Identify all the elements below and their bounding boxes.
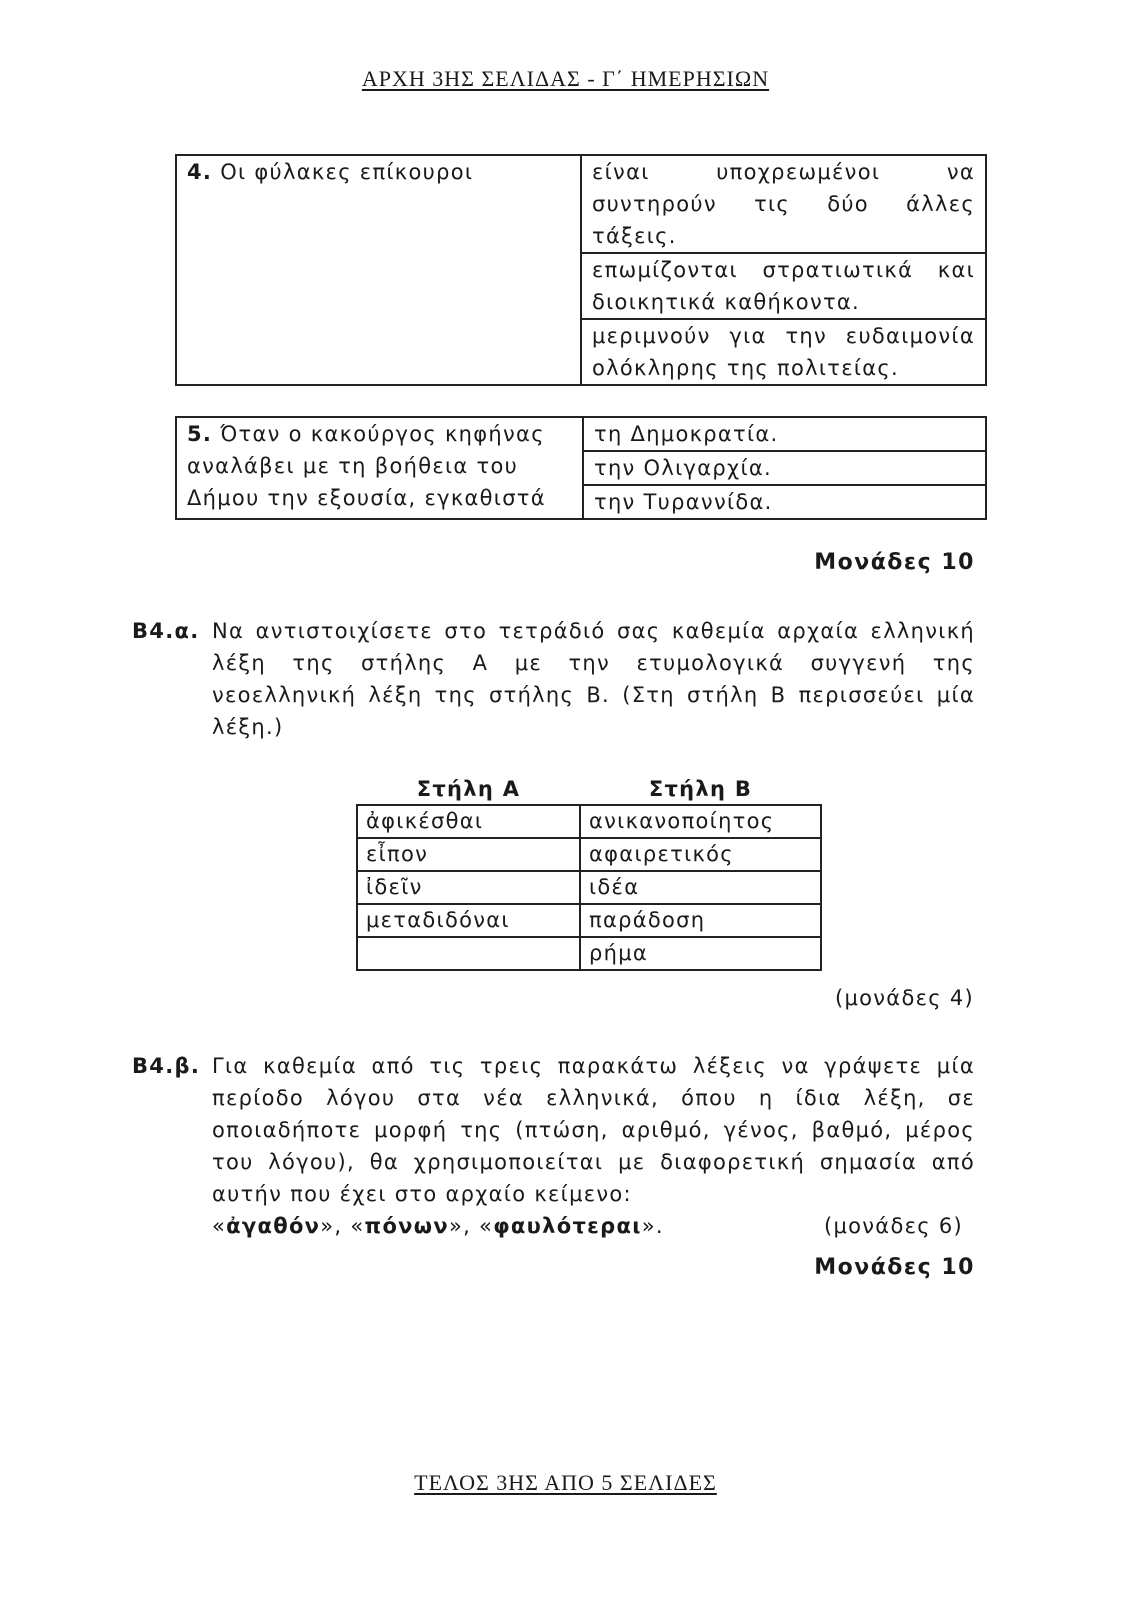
question-5-option-3: την Τυραννίδα. bbox=[583, 485, 986, 519]
column-b-cell: ανικανοποίητος bbox=[580, 805, 821, 838]
column-a-cell bbox=[357, 937, 580, 970]
question-b4a-label: Β4.α. bbox=[132, 619, 200, 643]
page-header-text: ΑΡΧΗ 3ΗΣ ΣΕΛΙΔΑΣ - Γ΄ ΗΜΕΡΗΣΙΩΝ bbox=[361, 66, 770, 91]
question-b4a-text: Να αντιστοιχίσετε στο τετράδιό σας καθεμία αρχαία ελληνική λέξη της στήλης Α με την ετυμολογικά συγγενή της νεοελληνική λέξη της στήλης Β. (Στη στήλη Β περισσεύει μία λέξη.) bbox=[212, 619, 975, 739]
column-b-cell: παράδοση bbox=[580, 904, 821, 937]
table-row bbox=[357, 838, 821, 871]
column-a-header: Στήλη Α bbox=[416, 777, 521, 801]
question-b4b bbox=[132, 1050, 975, 1242]
page-footer bbox=[0, 1470, 1131, 1496]
question-5-stem: Όταν ο κακούργος κηφήνας αναλάβει με τη βοήθεια του Δήμου την εξουσία, εγκαθιστά bbox=[187, 422, 546, 510]
matching-table bbox=[356, 774, 822, 971]
question-b4b-words: «ἀγαθόν», «πόνων», «φαυλότεραι». (μονάδες 6) bbox=[212, 1210, 975, 1242]
column-a-cell: ἀφικέσθαι bbox=[357, 805, 580, 838]
question-5-option-2: την Ολιγαρχία. bbox=[583, 451, 986, 485]
question-4-stem-cell bbox=[176, 155, 581, 385]
column-b-cell: ιδέα bbox=[580, 871, 821, 904]
question-5-option-1: τη Δημοκρατία. bbox=[583, 417, 986, 451]
question-b4b-text: Για καθεμία από τις τρεις παρακάτω λέξεις να γράψετε μία περίοδο λόγου στα νέα ελληνικά, όπου η ίδια λέξη, σε οποιαδήποτε μορφή της (πτώση, αριθμό, γένος, βαθμό, μέρος του λόγου), θα χρησιμοποιείται με διαφορετική σημασία από αυτήν που έχει στο αρχαίο κείμενο: bbox=[212, 1054, 975, 1206]
monades-total-b3: Μονάδες 10 bbox=[814, 550, 975, 575]
column-b-cell: ρήμα bbox=[580, 937, 821, 970]
table-row bbox=[357, 937, 821, 970]
monades-total-b4: Μονάδες 10 bbox=[814, 1255, 975, 1280]
word-2: πόνων bbox=[364, 1214, 449, 1238]
question-4-option-2: επωμίζονται στρατιωτικά και διοικητικά καθήκοντα. bbox=[581, 253, 986, 319]
page-footer-text: ΤΕΛΟΣ 3ΗΣ ΑΠΟ 5 ΣΕΛΙΔΕΣ bbox=[414, 1470, 717, 1495]
question-5-table bbox=[175, 416, 987, 520]
question-4-option-1: είναι υποχρεωμένοι να συντηρούν τις δύο άλλες τάξεις. bbox=[581, 155, 986, 253]
question-4-number: 4. bbox=[187, 160, 213, 184]
question-b4b-label: Β4.β. bbox=[132, 1054, 201, 1078]
column-b-header: Στήλη Β bbox=[648, 777, 753, 801]
question-4-table bbox=[175, 154, 987, 386]
question-5-number: 5. bbox=[187, 422, 213, 446]
table-row bbox=[357, 871, 821, 904]
points-b4b: (μονάδες 6) bbox=[823, 1214, 963, 1238]
column-a-cell: ἰδεῖν bbox=[357, 871, 580, 904]
word-3: φαυλότεραι bbox=[493, 1214, 642, 1238]
question-4-option-3: μεριμνούν για την ευδαιμονία ολόκληρης της πολιτείας. bbox=[581, 319, 986, 385]
column-a-cell: μεταδιδόναι bbox=[357, 904, 580, 937]
question-5-stem-cell bbox=[176, 417, 583, 519]
word-1: ἀγαθόν bbox=[226, 1214, 321, 1238]
table-row bbox=[357, 904, 821, 937]
page-header bbox=[0, 66, 1131, 92]
question-4-stem: Οι φύλακες επίκουροι bbox=[220, 160, 474, 184]
table-row bbox=[357, 805, 821, 838]
question-b4a bbox=[132, 615, 975, 743]
points-b4a: (μονάδες 4) bbox=[834, 986, 974, 1010]
column-a-cell: εἶπον bbox=[357, 838, 580, 871]
column-b-cell: αφαιρετικός bbox=[580, 838, 821, 871]
